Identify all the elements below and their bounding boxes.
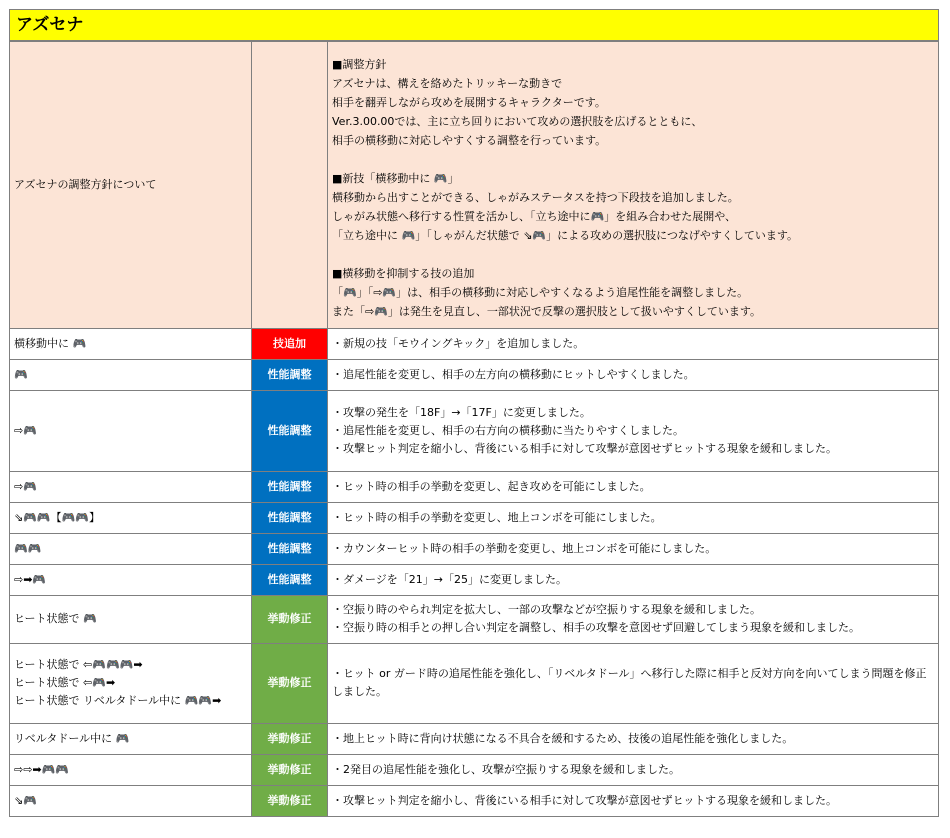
change-type-badge: 性能調整 <box>252 390 328 471</box>
change-detail-line: ・攻撃ヒット判定を縮小し、背後にいる相手に対して攻撃が意図せずヒットする現象を緩和しました。 <box>332 793 838 807</box>
policy-label: アズセナの調整方針について <box>10 41 252 328</box>
move-command-cell <box>10 785 252 816</box>
character-title: アズセナ <box>10 10 939 42</box>
change-type-badge: 性能調整 <box>252 359 328 390</box>
patch-notes-sheet <box>9 9 938 817</box>
change-detail-line: ・攻撃ヒット判定を縮小し、背後にいる相手に対して攻撃が意図せずヒットする現象を緩和しました。 <box>332 441 838 455</box>
table-row <box>10 359 939 390</box>
move-command: ⇘🎮🎮【🎮🎮】 <box>14 510 101 524</box>
change-detail-line: ・カウンターヒット時の相手の挙動を変更し、地上コンボを可能にしました。 <box>332 541 717 555</box>
table-row <box>10 390 939 471</box>
table-row <box>10 471 939 502</box>
change-details-cell <box>328 754 939 785</box>
table-row <box>10 564 939 595</box>
change-type-badge: 性能調整 <box>252 502 328 533</box>
change-details-cell <box>328 502 939 533</box>
change-details-cell <box>328 390 939 471</box>
move-command: 🎮 <box>14 367 28 381</box>
change-type-badge: 挙動修正 <box>252 643 328 723</box>
change-detail-line: ・ヒット or ガード時の追尾性能を強化し、「リベルタドール」へ移行した際に相手と反対方向を向いてしまう問題を修正しました。 <box>332 667 927 698</box>
move-command: ⇨⇨➡🎮🎮 <box>14 762 70 776</box>
move-command: 横移動中に 🎮 <box>14 336 87 350</box>
move-command-cell <box>10 390 252 471</box>
move-command: ヒート状態で ⇦🎮➡ <box>14 676 116 689</box>
table-row <box>10 328 939 359</box>
policy-tag-cell <box>252 41 328 328</box>
change-details-cell <box>328 643 939 723</box>
change-detail-line: ・地上ヒット時に背向け状態になる不具合を緩和するため、技後の追尾性能を強化しました。 <box>332 731 794 745</box>
policy-paragraph: ■新技「横移動中に 🎮」 横移動から出すことができる、しゃがみステータスを持つ下段技を追加しました。 しゃがみ状態へ移行する性質を活かし、「立ち途中に🎮」を組み合わせた展開や、 「立ち途中に 🎮」「しゃがんだ状態で ⇘🎮」による攻めの選択肢につなげやすくしています。 <box>332 172 798 242</box>
change-detail-line: ・追尾性能を変更し、相手の左方向の横移動にヒットしやすくしました。 <box>332 367 695 381</box>
change-details-cell <box>328 595 939 643</box>
move-command-cell <box>10 754 252 785</box>
change-detail-line: ・新規の技「モウイングキック」を追加しました。 <box>332 336 585 350</box>
change-detail-line: ・ヒット時の相手の挙動を変更し、起き攻めを可能にしました。 <box>332 479 651 493</box>
move-command-cell <box>10 564 252 595</box>
move-command-cell <box>10 595 252 643</box>
change-type-badge: 挙動修正 <box>252 595 328 643</box>
move-command-cell <box>10 723 252 754</box>
change-detail-line: ・ヒット時の相手の挙動を変更し、地上コンボを可能にしました。 <box>332 510 662 524</box>
change-detail-line: ・攻撃の発生を「18F」→「17F」に変更しました。 <box>332 405 591 419</box>
change-type-badge: 挙動修正 <box>252 754 328 785</box>
policy-paragraph: ■調整方針 アズセナは、構えを絡めたトリッキーな動きで 相手を翻弄しながら攻めを展開するキャラクターです。 Ver.3.00.00では、主に立ち回りにおいて攻めの選択肢を広げるとともに、 相手の横移動に対応しやすくする調整を行っています。 <box>332 58 703 147</box>
move-command: 🎮🎮 <box>14 541 42 555</box>
change-details-cell <box>328 359 939 390</box>
change-type-badge: 性能調整 <box>252 533 328 564</box>
move-command-cell <box>10 359 252 390</box>
change-details-cell <box>328 723 939 754</box>
change-detail-line: ・追尾性能を変更し、相手の右方向の横移動に当たりやすくしました。 <box>332 423 684 437</box>
change-type-badge: 挙動修正 <box>252 785 328 816</box>
move-command: ⇨🎮 <box>14 423 37 437</box>
table-row <box>10 754 939 785</box>
table-row <box>10 723 939 754</box>
policy-detail <box>328 41 939 328</box>
move-command: ヒート状態で ⇦🎮🎮🎮➡ <box>14 658 143 671</box>
move-command-cell <box>10 643 252 723</box>
change-type-badge: 性能調整 <box>252 471 328 502</box>
change-details-cell <box>328 471 939 502</box>
table-row <box>10 533 939 564</box>
change-detail-line: ・空振り時の相手との押し合い判定を調整し、相手の攻撃を意図せず回避してしまう現象を緩和しました。 <box>332 621 860 634</box>
move-command: ヒート状態で リベルタドール中に 🎮🎮➡ <box>14 694 222 707</box>
move-command: ⇨➡🎮 <box>14 572 47 586</box>
move-command-cell <box>10 471 252 502</box>
move-command-cell <box>10 533 252 564</box>
change-detail-line: ・2発目の追尾性能を強化し、攻撃が空振りする現象を緩和しました。 <box>332 762 680 776</box>
change-type-badge: 技追加 <box>252 328 328 359</box>
table-row <box>10 785 939 816</box>
table-row <box>10 502 939 533</box>
change-details-cell <box>328 533 939 564</box>
change-detail-line: ・ダメージを「21」→「25」に変更しました。 <box>332 572 567 586</box>
change-details-cell <box>328 564 939 595</box>
change-detail-line: ・空振り時のやられ判定を拡大し、一部の攻撃などが空振りする現象を緩和しました。 <box>332 603 761 616</box>
table-row <box>10 595 939 643</box>
policy-row <box>10 41 939 328</box>
move-command: ⇨🎮 <box>14 479 37 493</box>
move-command: ヒート状態で 🎮 <box>14 612 97 625</box>
table-row <box>10 643 939 723</box>
patch-notes-table <box>9 9 939 817</box>
change-type-badge: 挙動修正 <box>252 723 328 754</box>
policy-paragraph: ■横移動を抑制する技の追加 「🎮」「⇨🎮」は、相手の横移動に対応しやすくなるよう追尾性能を調整しました。 また「⇨🎮」は発生を見直し、一部状況で反撃の選択肢として扱いやすくしています。 <box>332 267 762 318</box>
move-command: ⇘🎮 <box>14 793 37 807</box>
change-details-cell <box>328 785 939 816</box>
title-row <box>10 10 939 42</box>
change-details-cell <box>328 328 939 359</box>
move-command-cell <box>10 502 252 533</box>
move-command: リベルタドール中に 🎮 <box>14 731 130 745</box>
move-command-cell <box>10 328 252 359</box>
change-type-badge: 性能調整 <box>252 564 328 595</box>
